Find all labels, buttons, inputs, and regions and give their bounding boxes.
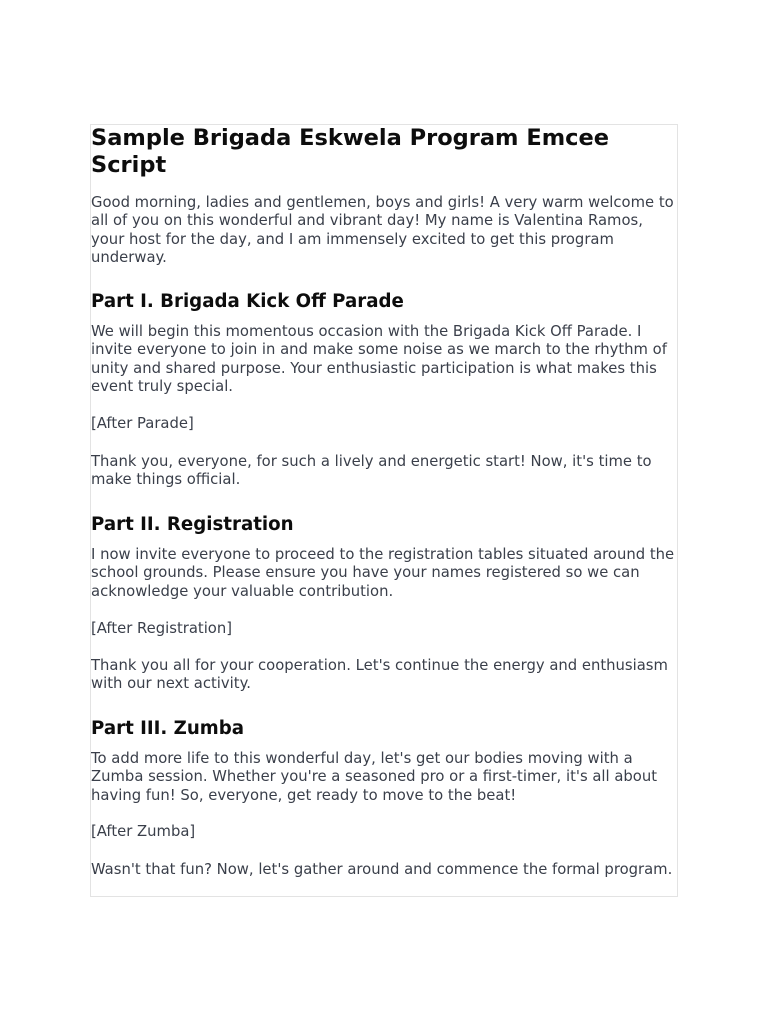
part3-paragraph-1: To add more life to this wonderful day, let's get our bodies moving with a Zumba session. Whether you're a seasoned pro or a first-timer, it's all about having fun! So, everyone, get ready to move to the beat! [91,750,658,804]
part3-heading: Part III. Zumba [91,718,245,739]
part2-heading: Part II. Registration [91,514,294,535]
part1-cue: [After Parade] [91,415,194,432]
part2-paragraph-1: I now invite everyone to proceed to the registration tables situated around the school grounds. Please ensure you have your names registered so we can acknowledge your valuable contribution. [91,546,675,600]
part2-cue: [After Registration] [91,620,233,637]
part3-cue: [After Zumba] [91,823,196,840]
document-title: Sample Brigada Eskwela Program Emcee Script [91,125,609,178]
part1-paragraph-2: Thank you, everyone, for such a lively and energetic start! Now, it's time to make things official. [91,453,652,489]
document-page [90,124,678,897]
intro-paragraph: Good morning, ladies and gentlemen, boys and girls! A very warm welcome to all of you on this wonderful and vibrant day! My name is Valentina Ramos, your host for the day, and I am immensely excited to get this program underway. [91,194,674,266]
part1-heading: Part I. Brigada Kick Off Parade [91,291,404,312]
part3-paragraph-2: Wasn't that fun? Now, let's gather around and commence the formal program. [91,861,673,878]
part2-paragraph-2: Thank you all for your cooperation. Let's continue the energy and enthusiasm with our next activity. [91,657,668,693]
part1-paragraph-1: We will begin this momentous occasion with the Brigada Kick Off Parade. I invite everyone to join in and make some noise as we march to the rhythm of unity and shared purpose. Your enthusiastic participation is what makes this event truly special. [91,323,667,395]
